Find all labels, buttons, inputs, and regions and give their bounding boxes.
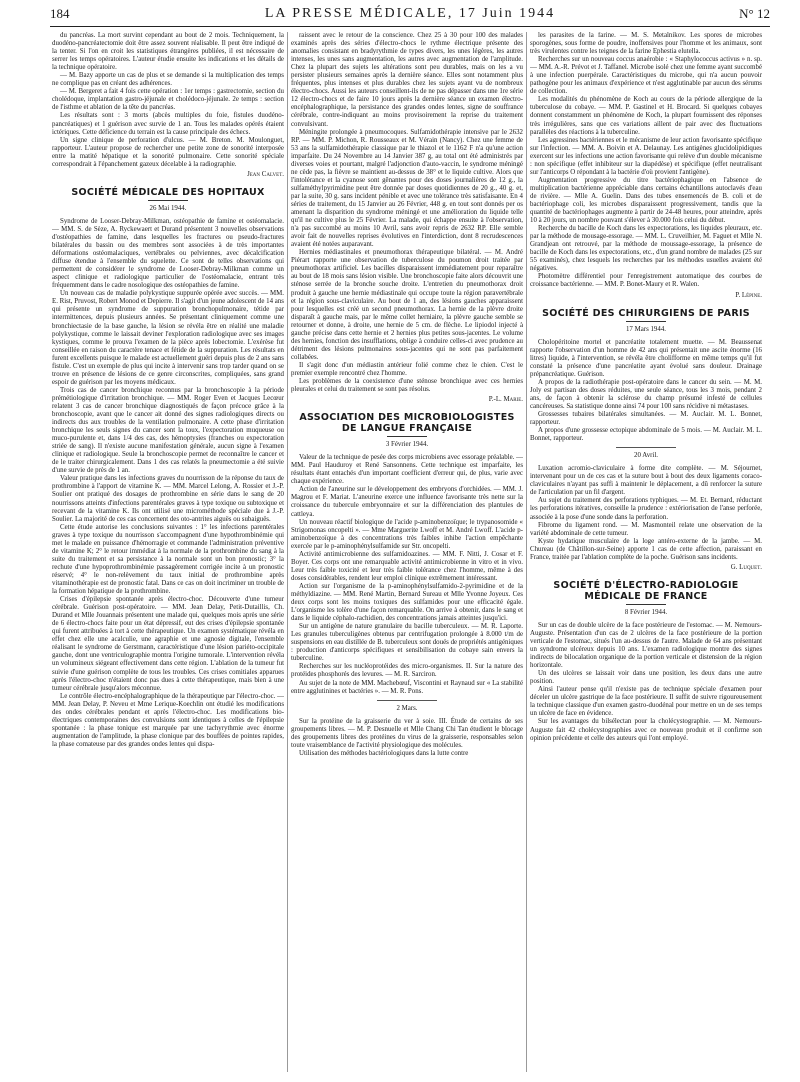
- heading-rule: [387, 436, 427, 437]
- article-paragraph: Le contrôle électro-encéphalographique de la thérapeutique par l'électro-choc. — MM. Jean Delay, P. Neveu et Mme Lerique-Koechlin ont étudié les modifications des ondes cérébrales pendant et après l'électro-choc. Les modifications bio-électriques contemporaines des convulsions sont identiques à celles de l'épilepsie spontanée : la phase tonique est marquée par une tachyrythmie avec énorme augmentation de l'amplitude, la phase clonique par des bouffées de pointes rapides, la phase comateuse par des grandes ondes lentes qui dispa-: [52, 692, 284, 748]
- heading-rule: [148, 200, 188, 201]
- session-date: 20 Avril.: [634, 452, 658, 460]
- article-paragraph: Utilisation des méthodes bactériologiques dans la lutte contre: [299, 749, 469, 757]
- article-paragraph: Les agressines bactériennes et le mécanisme de leur action favorisante spécifique sur l'infection. — MM. A. Boivin et A. Delaunay. Les antigènes glucidolipidiques exercent sur les infections une action favorisante qui relève d'un double mécanisme : non spécifique (effet inhibiteur sur la diapédèse) et spécifique (effet neutralisant sur l'anticorps O répondant à la bactérie d'où provient l'antigène).: [530, 136, 762, 176]
- column-2: [291, 32, 523, 1076]
- article-paragraph: raissent avec le retour de la conscience. Chez 25 à 30 pour 100 des malades examinés après des séries d'électro-chocs le rythme électrique présente des anomalies consistant en bradyrythmie de types divers, les unes légères, les autres intenses, les unes sans augmentation, les autres avec augmentation de l'amplitude. Chez la plupart des sujets les altérations sont peu durables, mais on les a vu persister plusieurs semaines après la dernière séance. Elles sont notamment plus fréquentes, plus intenses et plus durables chez les sujets ayant vu de nombreux électro-chocs. Aussi les auteurs conseillent-ils de ne pas dépasser dans une 1re série 12 électro-chocs et de faire 10 jours après la dernière séance un examen électro-encéphalographique, la persistance des grandes ondes lentes, signe de souffrance cérébrale, contre-indiquant au moins provisoirement la reprise du traitement convulsivant.: [291, 32, 523, 128]
- session-date: 8 Février 1944.: [624, 608, 668, 616]
- article-paragraph: Au sujet du traitement des perforations typhiques. — M. Et. Bernard, réductant les perforations itératives, conseille la prudence : extériorisation de l'anse perforée, associée à la pose d'une sonde dans la perforation.: [530, 497, 762, 521]
- article-paragraph: Recherches sur un nouveau coccus anaérobie : « Staphylococcus activus » n. sp. — MM. A.-R. Prévot et J. Taffanel. Microbe isolé chez une femme ayant succombé à une infection puerpérale. Caractéristiques du microbe, qui n'a aucun pouvoir pathogène pour les animaux d'expérience et n'est agglutinable par aucun des sérums de collection.: [530, 56, 762, 96]
- column-divider: [287, 32, 288, 1072]
- article-paragraph: Luxation acromio-claviculaire à forme dite complète. — M. Séjournet, intervenant pour un de ces cas et la suture bout à bout des deux ligaments coraco-claviculaires n'ayant pas suffi à maintenir le déplacement, a dû renforcer la suture de l'articulation par un fil d'argent.: [530, 465, 762, 497]
- society-heading: SOCIÉTÉ D'ÉLECTRO-RADIOLOGIE MÉDICALE DE FRANCE: [553, 579, 739, 602]
- article-paragraph: A propos de la radiothérapie post-opératoire dans le cancer du sein. — M. M. Joly est partisan des doses réduites, une seule séance, tous les 3 mois, pendant 2 ans, de façon à obtenir la sclérose du champ présumé infesté de cellules cancéreuses. Sa statistique donne ainsi 74 pour 100 sans récidive ni métastases.: [530, 378, 762, 410]
- society-heading: ASSOCIATION DES MICROBIOLOGISTES DE LANGUE FRANÇAISE: [299, 412, 515, 435]
- heading-rule: [626, 321, 666, 322]
- article-paragraph: Crises d'épilepsie spontanée après électro-choc. Découverte d'une tumeur cérébrale. Guérison post-opératoire. — MM. Jean Delay, Petit-Dutaillis, Ch. Durand et Mlle Jouannais présentent une malade qui, quelques mois après une série de 6 électro-chocs faite pour un état dépressif, eut des crises d'épilepsie spontanée qui furent attribuées à tort à cette thérapeutique. Un examen systématique révéla en effet chez elle une acalculie, une agraphie et une agnosie digitale, l'ensemble réalisant le syndrome de Gerstmann, caractéristique d'une lésion pariéto-occipitale gauche, dont une ventriculographie montra l'origine tumorale. L'intervention révéla un volumineux siégeant effectivement dans cette région. L'ablation de la tumeur fut suivie d'une guérison complète de tous les troubles. Ces crises comitiales apparues après l'électro-choc n'étaient donc pas dues à cette thérapeutique, mais bien à une tumeur cérébrale jusqu'alors méconnue.: [52, 596, 284, 692]
- article-paragraph: du pancréas. La mort survint cependant au bout de 2 mois. Techniquement, la duodéno-pancréatectomie doit être assez souvent réalisable. Il peut être indiqué de la tenter. Si l'on en croit les statistiques étrangères publiées, il est nécessaire de serrer les temps opératoires. L'auteur étudie ensuite les indications et les détails de la technique opératoire.: [52, 32, 284, 72]
- author-signature: Jean Calvet.: [247, 170, 284, 178]
- article-paragraph: Un des ulcères se laissait voir dans une position, les deux dans une autre position.: [530, 670, 762, 686]
- article-paragraph: Activité antimicrobienne des sulfamidoazines. — MM. F. Nitti, J. Cosar et F. Boyer. Ces corps ont une remarquable activité antimicrobienne in vitro et in vivo. Leur très faible toxicité et leur très faible tolérance chez l'homme, même à des doses considérables, rendent leur emploi clinique extrêmement intéressant.: [291, 550, 523, 582]
- article-paragraph: Recherches sur les nucléoprotéides des micro-organismes. II. Sur la nature des protéides phosphorés des levures. — M. R. Sarciron.: [291, 663, 523, 679]
- article-paragraph: Sur les avantages du bilsélectan pour la cholécystographie. — M. Nemours-Auguste fait 42 cholécystographies avec ce nouveau produit et il confirme son opinion précédente et celle des auteurs qui l'ont employé.: [530, 718, 762, 742]
- article-paragraph: Les résultats sont : 3 morts (abcès multiples du foie, fistules duodéno-pancréatiques) et 1 guérison avec survie de 1 an. Tous les malades opérés étaient ictériques. Cette déficience du terrain est la cause principale des échecs.: [52, 112, 284, 136]
- article-paragraph: Ainsi l'auteur pense qu'il n'existe pas de technique spéciale d'examen pour déceler un ulcère gastrique de la face postérieure. Il suffit de suivre rigoureusement la technique classique d'un examen gastro-duodénal pour mettre en un de ses temps un ulcère de face en évidence.: [530, 686, 762, 718]
- author-signature: G. Luquet.: [730, 563, 762, 571]
- session-date: 26 Mai 1944.: [149, 204, 187, 212]
- article-paragraph: Action sur l'organisme de la p-aminophénylsulfamido-2-pyrimidine et de la méthyldiazine. — MM. René Martin, Bernard Sureau et Mlle Yvonne Joyeux. Ces deux corps sont les moins toxiques des sulfamides pour une efficacité égale. L'organisme les tolère d'une façon remarquable. On arrive à obtenir, dans le sang et dans le liquide céphalo-rachidien, des concentrations jamais atteintes jusqu'ici.: [291, 582, 523, 623]
- article-paragraph: Un signe clinique de perforation d'ulcus. — M. Breton. M. Moulonguet, rapporteur. L'auteur propose de rechercher une petite zone de sonorité interposée entre la matité hépatique et la sonorité pulmonaire. Cette sonorité spéciale correspondrait à l'épanchement gazeux décelable à la radiographie.: [52, 136, 284, 168]
- page-number: 184: [50, 6, 70, 21]
- article-paragraph: — M. Bergeret a fait 4 fois cette opération : 1er temps : gastrectomie, section du cholédoque, implantation gastro-jéjunale et cholédoco-jéjunale. 2e temps : section de l'isthme et ablation de la tête du pancréas.: [52, 88, 284, 112]
- article-paragraph: Les problèmes de la coexistence d'une sténose bronchique avec ces hernies pleurales et celui du traitement se sont pas résolus.: [291, 378, 523, 394]
- society-heading: SOCIÉTÉ MÉDICALE DES HOPITAUX: [71, 186, 265, 198]
- journal-title: LA PRESSE MÉDICALE, 17 Juin 1944: [264, 6, 556, 21]
- author-signature: P.-L. Marie.: [488, 396, 523, 404]
- author-signature: P. Lépine.: [735, 291, 762, 299]
- session-date: 2 Mars.: [396, 704, 418, 712]
- article-paragraph: Sur la protéine de la graisserie du ver à soie. III. Étude de certains de ses groupements libres. — M. P. Desnuelle et Mlle Chang Chi Tan étudient le blocage des groupements libres des protéines du virus de la graisserie, responsables selon toute vraisemblance de l'activité physiologique des molécules.: [291, 717, 523, 749]
- article-paragraph: Valeur pratique dans les infections graves du nourrisson de la réponse du taux de prothrombine à l'apport de vitamine K. — MM. Marcel Lelong, A. Rossier et J.-P. Soulier ont pratiqué des dosages de prothrombine en série dans le sang de 20 nourrissons atteints d'infections parentérales graves à type toxique ou subtoxique et recevant de la vitamine K. Ils ont utilisé une microméthode spéciale due à J.-P. Soulier. La majorité de ces cas concernent des oto-antrites aiguës ou subaiguës.: [52, 475, 284, 523]
- article-paragraph: Un nouveau réactif biologique de l'acide p-aminobenzoïque; le trypanosomide « Strigomonas oncopelti ». — Mme Marguerite Lwoff et M. André Lwoff. L'acide p-aminobenzoïque à des concentrations très faibles inhibe l'action empêchante exercée par le p-aminophénylsulfamide sur Str. oncopelti.: [291, 518, 523, 550]
- article-paragraph: Valeur de la technique de pesée des corps microbiens avec essorage préalable. — MM. Paul Hauduroy et René Sansonnens. Cette technique est imparfaite, les résultats étant entachés d'un important coefficient d'erreur qui, de plus, varie avec chaque expérience.: [291, 454, 523, 486]
- article-paragraph: Un nouveau cas de maladie polykystique suppurée opérée avec succès. — MM. E. Rist, Pruvost, Robert Monod et Depierre. Il s'agit d'un jeune adolescent de 14 ans qui présente un syndrome de suppuration bronchopulmonaire, tétide par intermittences, depuis plusieurs années. Se présentant cliniquement comme une bronchiectasie de la base gauche, la lésion se révéla être en réalité une maladie polykystique, comme le laissait deviner l'exploration radiologique avec ses images kystiques, comme le prouva l'examen de la pièce après lobectomie. L'exérèse fut conseillée en raison du caractère tenace et fétide de la suppuration. Les résultats en furent excellents puisque le malade est actuellement guéri depuis plus de 2 ans sans fistule. C'est un exemple de plus qui incite à intervenir sans trop tarder quand on se trouve en présence de lésions de ce genre circonscrites, compliquées, sans grand espoir de guérison par les moyens médicaux.: [52, 290, 284, 386]
- article-paragraph: Photomètre différentiel pour l'enregistrement automatique des courbes de croissance bactérienne. — MM. P. Bonet-Maury et R. Walen.: [530, 273, 762, 289]
- header-rule: [50, 26, 770, 27]
- article-paragraph: Grossesses tubaires bilatérales simultanées. — M. Auclair. M. L. Bonnet, rapporteur.: [530, 411, 762, 427]
- article-paragraph: Méningite prolongée à pneumocoques. Sulfamidothérapie intensive par le 2632 RP. — MM. P. Michon, R. Rousseaux et M. Vérain (Nancy). Chez une femme de 53 ans la sulfamidothérapie classique par le thiazol et le 1162 F n'a qu'une action imparfaite. Du 24 Novembre au 14 Janvier 387 g, au total ont été administrés par diverses voies et pourtant, malgré l'adjonction d'auto-vaccin, le syndrome méningé ne cède pas, la fièvre se maintient au-dessus de 38° et le liquide cultive. Alors que l'intolérance et la cyanose sont gênantes pour des doses journalières de 12 g., la sulfaméthylpyrimidine peut être donnée par doses quotidiennes de 20 g., 40 g. et, par la suite, 30 g. sans incident pénible et avec une tolérance très satisfaisante. En 4 séries de traitement, du 15 Janvier au 26 Février, 448 g. en tout sont donnés per os amenant la disparition du syndrome méningé et une amélioration du liquide telle qu'il ne cultive plus le 25 Février. La malade, qui échappe ensuite à l'observation, n'a pas succombé au moins 10 Avril, sans avoir repris de 2632 RP. Elle semble avoir fait de nouvelles reprises évolutives en l'interdiction, dont 8 recrudescences avaient été notées auparavant.: [291, 128, 523, 249]
- page-header: [50, 6, 770, 28]
- article-paragraph: Action de l'aneurine sur le développement des embryons d'orchidées. — MM. J. Magrou et F. Mariat. L'aneurine exerce une influence favorisante très nette sur la croissance du tubercule embryonnaire et sur la différenciation des plantules de cattleya.: [291, 486, 523, 518]
- article-paragraph: Cholopéritoine mortel et pancréatite totalement muette. — M. Beaussenat rapporte l'observation d'un homme de 42 ans qui présentait une ascite énorme (16 litres) liquide, à l'intervention, se révéla être cholifforme en même temps qu'il fut constaté la présence d'une pancréatite ayant évolué sans douleur. Drainage prépancréatique. Guérison.: [530, 338, 762, 378]
- column-1: [52, 32, 284, 1076]
- society-heading: SOCIÉTÉ DES CHIRURGIENS DE PARIS: [542, 307, 750, 319]
- article-paragraph: Il s'agit donc d'un médiastin antérieur folié comme chez le chien. C'est le premier exemple rencontré chez l'homme.: [291, 361, 523, 377]
- article-paragraph: Fibrome du ligament rond. — M. Masmonteil relate une observation de la variété abdominale de cette tumeur.: [530, 521, 762, 537]
- section-divider: [377, 700, 437, 701]
- article-paragraph: — M. Bazy apporte un cas de plus et se demande si la multiplication des temps ne complique pas en créant des adhérences.: [52, 72, 284, 88]
- article-paragraph: Au sujet de la note de MM. Machebœuf, Viscontini et Raynaud sur « La stabilité entre agglutinines et bactéries ». — M. R. Pons.: [291, 679, 523, 695]
- article-paragraph: les parasites de la farine. — M. S. Metalnikov. Les spores de microbes sporogènes, sous forme de poudre, inoffensives pour l'homme et les animaux, sont très virulentes contre les teignes de la farine Ephestia elutella.: [530, 32, 762, 56]
- article-paragraph: Trois cas de cancer bronchique reconnus par la bronchoscopie à la période prémétiologique d'irritation bronchique. — MM. Roger Even et Jacques Lecœur relatent 3 cas de cancer bronchique diagnostiqués de façon précoce grâce à la bronchoscopie, avant que le cancer ait donné des signes radiologiques directs ou indirects dus aux troubles de la ventilation pulmonaire. A cette phase d'irritation bronchique les seuls signes du cancer sont la toux, l'expectoration muqueuse ou muco-purulente et, dans 1/4 des cas, des hémoptysies (franches ou expectoration striée de sang). Il n'existe aucune manifestation générale, aucun signe à l'examen clinique et radiologique. Seule la bronchoscopie permet de reconnaître le cancer et de le traiter chirurgicalement. Dans 1 des cas relatés la pneumectomie a été suivie d'une survie de près de 1 an.: [52, 386, 284, 475]
- article-paragraph: Recherche du bacille de Koch dans les expectorations, les liquides pleuraux, etc. par la méthode de mousage-essorage. — MM. L. Cruveilhier, M. Faguet et Mlle N. Grandjean ont retrouvé, par la méthode de moussage-essorage, la présence de bacille de Koch dans les expectorations, etc., d'un grand nombre de malades (25 sur 55 examinés), chez lesquels les recherches par les méthodes usuelles avaient été négatives.: [530, 225, 762, 273]
- article-paragraph: Syndrome de Looser-Debray-Milkman, ostéopathie de famine et ostéomalacie. — MM. S. de Sèze, A. Ryckewaert et Durand présentent 3 nouvelles observations d'ostéopathies de famine, dans lesquelles les fractures ou pseudo-fractures bilatérales du bassin ou des membres sont associées à de très importantes déformations ostéomalaciques, vertébrales ou pelviennes, avec décalcification diffuse étendue à l'ensemble du squelette. Ce sont de telles observations qui permettent de considérer le syndrome de Looser-Debray-Milkman comme un aspect clinique et radiologique particulier de l'ostéomalacie, entrant très fréquemment dans le cadre nosologique des ostéopathies de famine.: [52, 217, 284, 290]
- column-divider: [526, 32, 527, 1072]
- heading-rule: [626, 604, 666, 605]
- article-paragraph: Les modalités du phénomène de Koch au cours de la période allergique de la tuberculose du cobaye. — MM. P. Gastinel et H. Brocard. Si quelques cobayes donnent constamment un phénomène de Koch, la plupart fournissent des réponses très irrégulières, sans que ces variations aillent de pair avec des fluctuations parallèles des réactions à la tuberculine.: [530, 96, 762, 136]
- article-paragraph: Cette étude autorise les conclusions suivantes : 1° les infections parentérales graves à type toxique du nourrisson s'accompagnent d'une hypothrombinémie qui met le malade en puissance d'hémorragie et commande l'administration préventive de vitamine K; 2° le retour immédiat à la normale de la prothrombine du sang à la suite du traitement et sa persistance à la normale sont un bon pronostic; 3° la rechute d'une hypoprothrombinémie passagèrement corrigée incite à un pronostic réservé; 4° le non-relèvement du taux initial de prothrombine après vitaminothérapie est de pronostic fatal. Dans ce cas on doit incriminer un trouble de la formation hépatique de la prothrombine.: [52, 523, 284, 596]
- session-date: 17 Mars 1944.: [625, 325, 666, 333]
- issue-number: N° 12: [739, 6, 770, 21]
- article-paragraph: Sur un antigène de nature granulaire du bacille tuberculeux. — M. R. Laporte. Les granules tuberculigènes obtenus par centrifugation prolongée à 8.000 t/m de suspensions en eau distillée de B. tuberculeux sont doués de propriétés antigéniques : production d'anticorps spécifiques et sensibilisation du cobaye sain envers la tuberculine.: [291, 623, 523, 663]
- article-paragraph: A propos d'une grossesse ectopique abdominale de 5 mois. — M. Auclair. M. L. Bonnet, rapporteur.: [530, 427, 762, 443]
- article-paragraph: Augmentation progressive du titre bactériophagique en l'absence de multiplication bactérienne appréciable dans certains échantillons autoclavés d'eau de rivière. — Mlle A. Guelin. Dans des tubes ensemencés de B. coli et de bactériophage coli, les microbes disparaissent progressivement, tandis que la quantité de bactériophages augmente à partir de 24-48 heures, pour atteindre, après 10 à 20 jours, un nombre pouvant s'élever à 30.000 fois celui du début.: [530, 176, 762, 225]
- column-3: [530, 32, 762, 1076]
- article-paragraph: Sur un cas de double ulcère de la face postérieure de l'estomac. — M. Nemours-Auguste. Présentation d'un cas de 2 ulcères de la face postérieure de la portion verticale de l'estomac, situés l'un au-dessus de l'autre. Malade de 64 ans présentant un syndrome ulcéreux depuis 10 ans. L'examen radiologique montre des signes indirects de bilocalation organique de la portion verticale et distension de la région horizontale.: [530, 621, 762, 670]
- article-paragraph: Kyste hydatique musculaire de la loge antéro-externe de la jambe. — M. Chureau (de Châtillon-sur-Seine) apporte 1 cas de cette affection, paraissant en France, traitée par l'ablation complète de la poche. Guérison sans incidents.: [530, 537, 762, 561]
- session-date: 3 Février 1944.: [385, 441, 429, 449]
- article-paragraph: Hernies médiastinales et pneumothorax thérapeutique bilatéral. — M. André Piérart rapporte une observation de tuberculose du poumon droit traitée par pneumothorax artificiel. Les bacilles disparaissent immédiatement pour reparaître au bout de 18 mois sans lésion visible. Une bronchoscopie faite alors découvrit une sténose serrée de la bronche souche droite. L'entretien du pneumothorax droit produit à gauche une hernie médiastinale qui occupe toute la région paravertébrale et la région sous-claviculaire. Au bout de 1 an, des lésions gauches apparaissent pour lesquelles est créé un second pneumothorax. La hernie de la plèvre droite disparaît à gauche mais, par le même collet herniaire, la plèvre gauche semble se retourner et donne, à droite, une hernie de 5 cm. de flèche. Le lipiodol injecté à gauche précise dans cette hernie et 2 hernies plus petites sous-jacentes. Le volume des hernies, fonction des insufflations, oblige à conduire celles-ci avec prudence au détriment des lésions pulmonaires sous-jacentes qui ne sont pas parfaitement collabées.: [291, 249, 523, 361]
- section-divider: [616, 447, 676, 448]
